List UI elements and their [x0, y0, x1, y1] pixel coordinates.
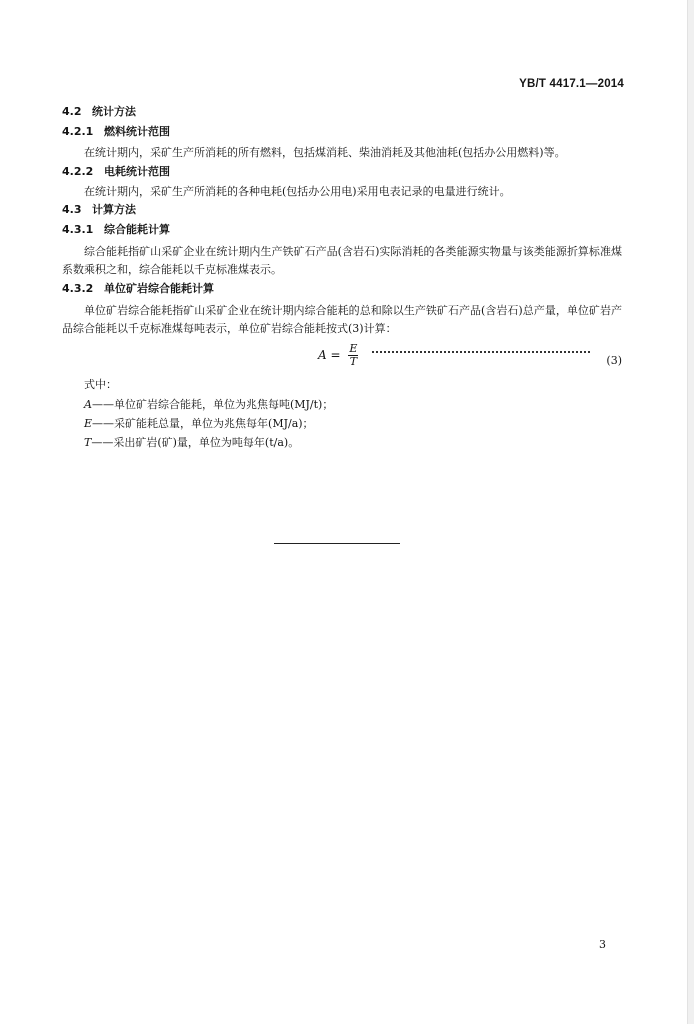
heading-4-2-2	[62, 164, 170, 180]
heading-4-2	[62, 104, 136, 120]
paragraph-power-scope: 在统计期内，采矿生产所消耗的各种电耗(包括办公用电)采用电表记录的电量进行统计。	[84, 185, 511, 198]
end-divider	[274, 543, 400, 544]
heading-title: 单位矿岩综合能耗计算	[104, 282, 214, 295]
heading-4-3-1	[62, 222, 170, 238]
heading-4-3-2	[62, 281, 214, 297]
formula-leader-dots	[372, 351, 590, 353]
heading-number: 4.2.2	[62, 165, 94, 178]
heading-title: 电耗统计范围	[104, 165, 170, 178]
formula-numerator: E	[349, 342, 358, 355]
where-item-t	[84, 435, 299, 451]
formula-number: (3)	[606, 354, 622, 367]
where-label: 式中：	[84, 378, 117, 391]
formula-fraction	[348, 343, 358, 368]
heading-4-3	[62, 202, 136, 218]
heading-title: 计算方法	[92, 203, 136, 216]
where-item-a	[84, 397, 333, 413]
heading-number: 4.2.1	[62, 125, 94, 138]
formula-lhs: A	[318, 348, 327, 362]
page-number: 3	[599, 938, 606, 951]
page-edge	[687, 0, 694, 1024]
heading-number: 4.3.2	[62, 282, 94, 295]
heading-title: 综合能耗计算	[104, 223, 170, 236]
heading-4-2-1	[62, 124, 170, 140]
paragraph-comprehensive-energy: 综合能耗指矿山采矿企业在统计期内生产铁矿石产品(含岩石)实际消耗的各类能源实物量与该类能源折算标准煤系数乘积之和，综合能耗以千克标准煤表示。	[62, 245, 622, 276]
standard-code: YB/T 4417.1—2014	[519, 78, 624, 90]
symbol: E	[84, 417, 93, 430]
where-item-e	[84, 416, 314, 432]
heading-title: 燃料统计范围	[104, 125, 170, 138]
symbol-desc: ——采矿能耗总量，单位为兆焦每年(MJ/a)；	[92, 417, 314, 430]
formula-3	[318, 343, 358, 368]
symbol-desc: ——单位矿岩综合能耗，单位为兆焦每吨(MJ/t)；	[91, 398, 334, 411]
heading-number: 4.2	[62, 105, 82, 118]
paragraph-unit-energy: 单位矿岩综合能耗指矿山采矿企业在统计期内综合能耗的总和除以生产铁矿石产品(含岩石)总产量，单位矿岩产品综合能耗以千克标准煤每吨表示，单位矿岩综合能耗按式(3)计算：	[62, 304, 622, 335]
symbol: A	[84, 398, 92, 411]
paragraph-fuel-scope: 在统计期内，采矿生产所消耗的所有燃料，包括煤消耗、柴油消耗及其他油耗(包括办公用燃料)等。	[84, 146, 566, 159]
heading-number: 4.3.1	[62, 223, 94, 236]
heading-number: 4.3	[62, 203, 82, 216]
formula-equals: =	[330, 348, 341, 362]
formula-denominator: T	[349, 355, 358, 368]
symbol: T	[84, 436, 92, 449]
symbol-desc: ——采出矿岩(矿)量，单位为吨每年(t/a)。	[91, 436, 300, 449]
heading-title: 统计方法	[92, 105, 136, 118]
